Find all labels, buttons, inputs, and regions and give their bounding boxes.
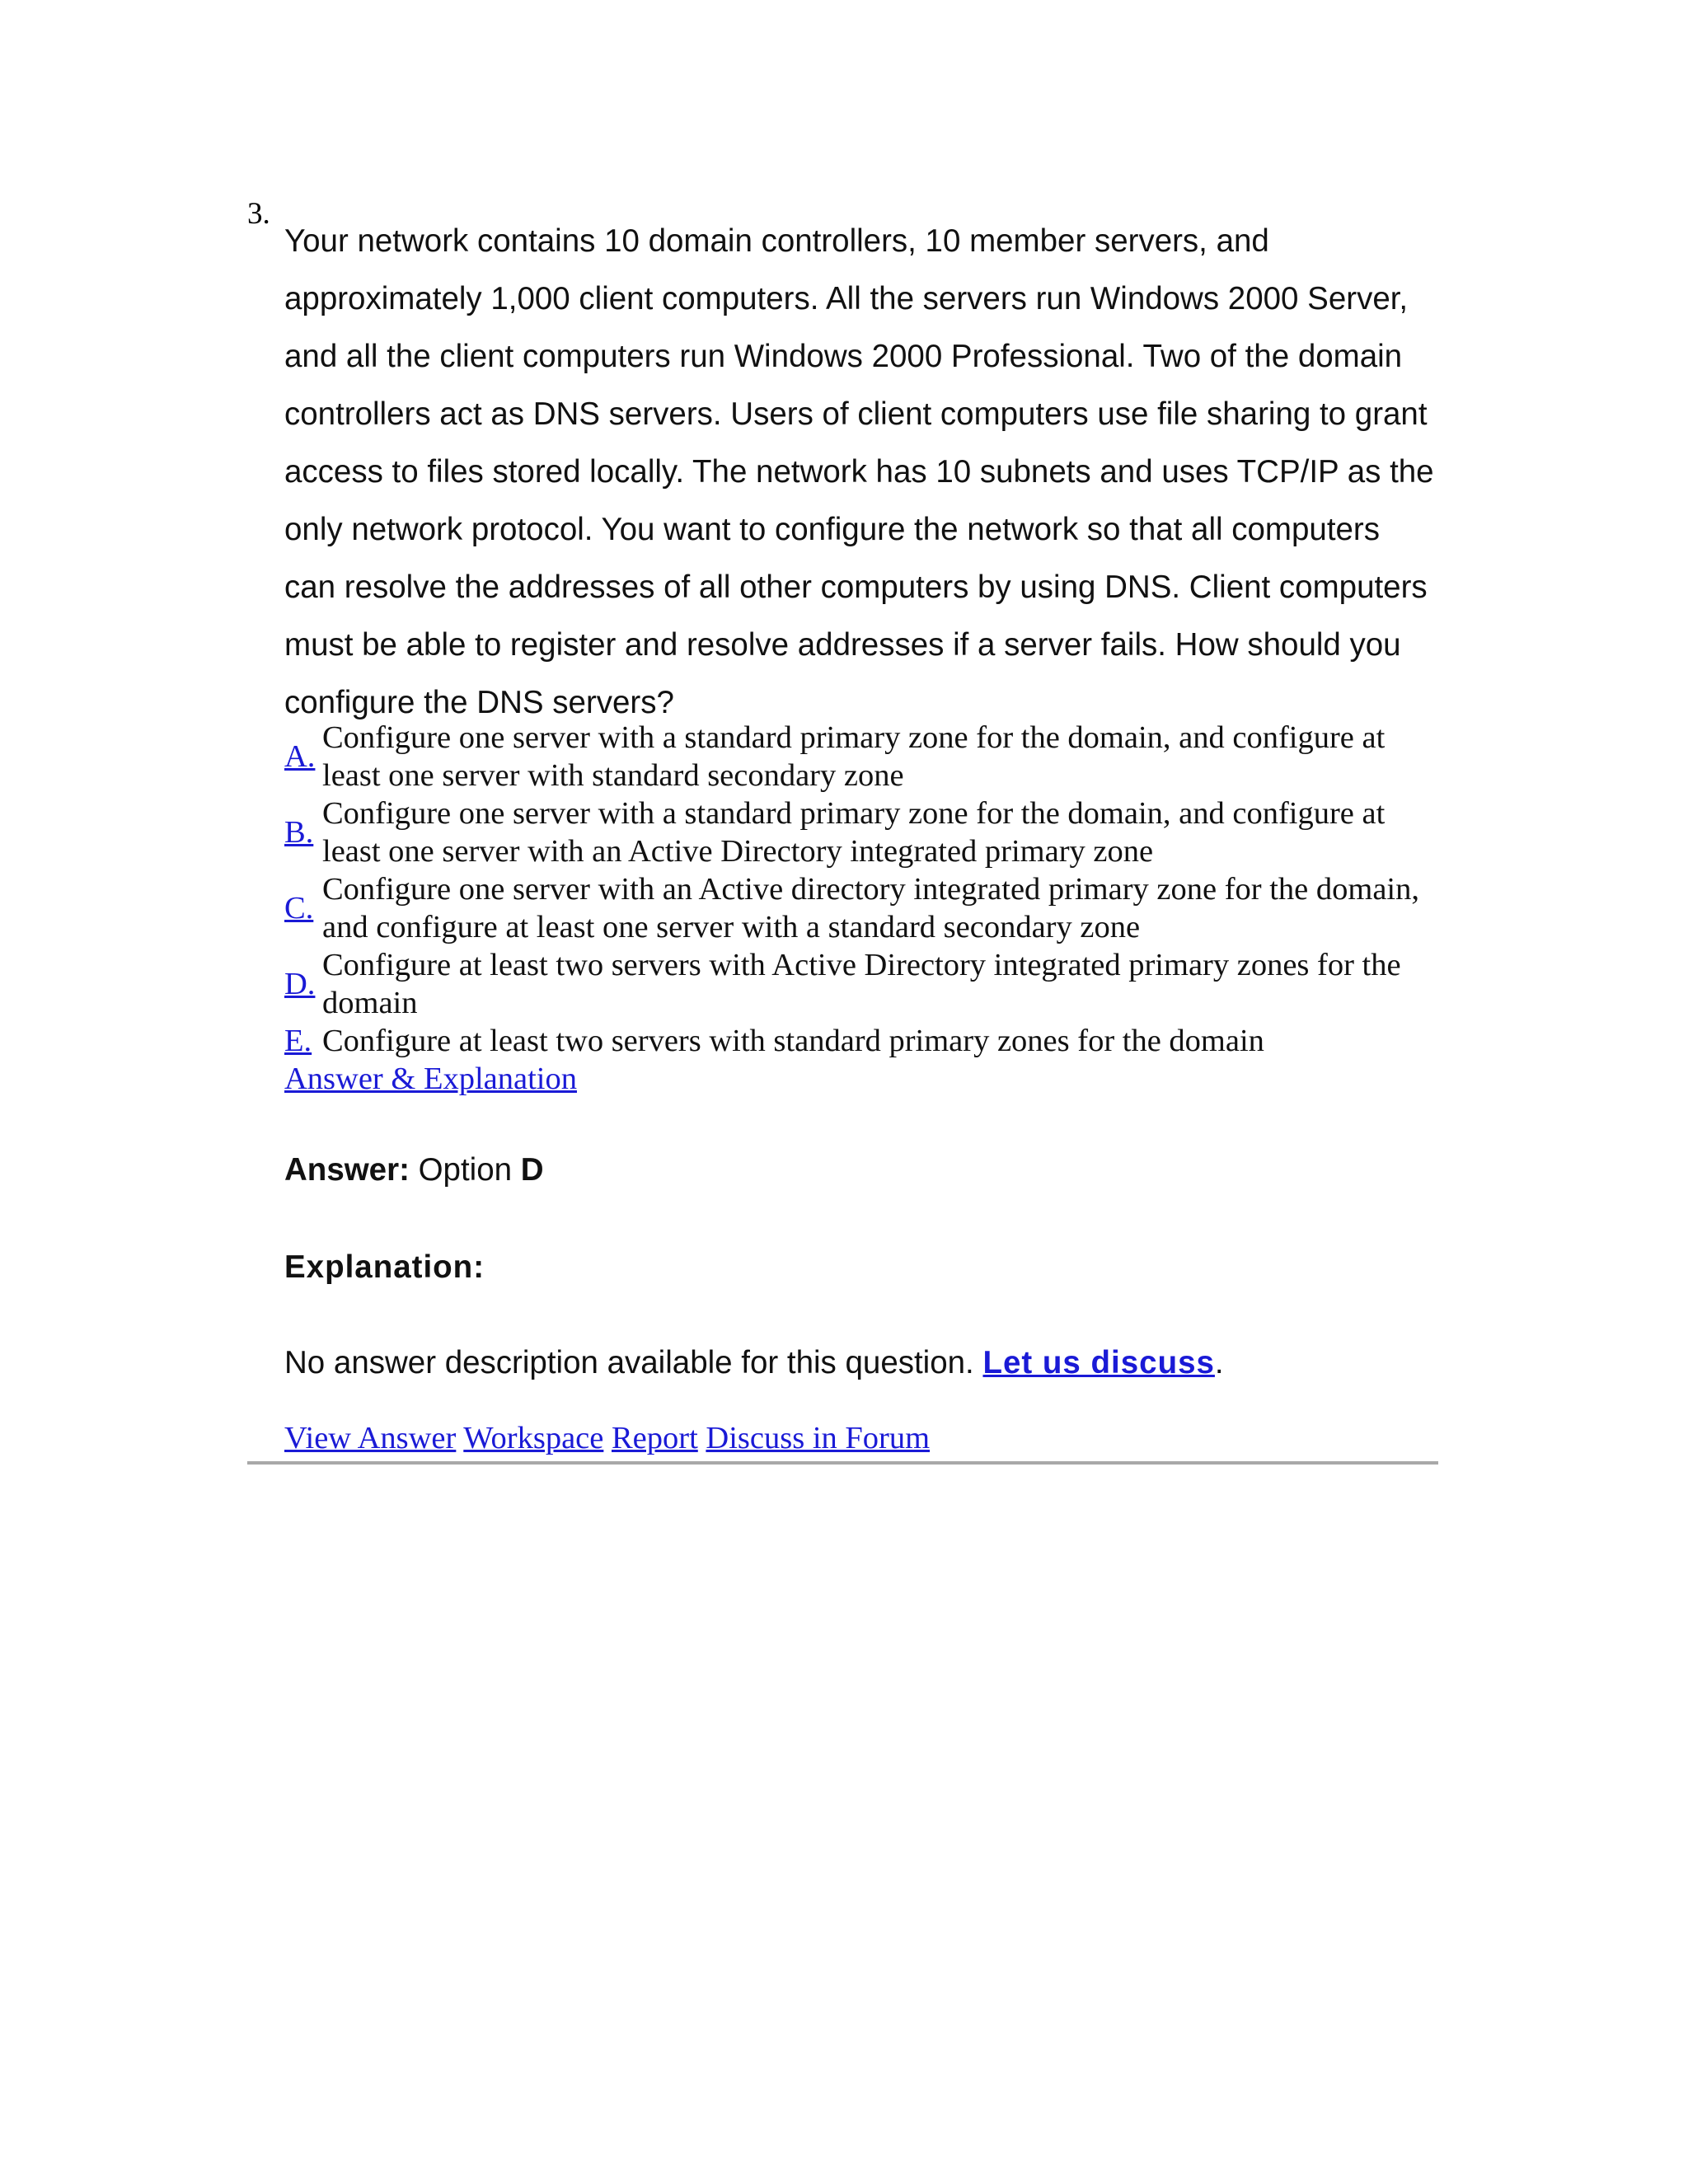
answer-line <box>284 1152 544 1188</box>
option-e-link[interactable]: E. <box>284 1024 312 1058</box>
view-answer-link[interactable]: View Answer <box>284 1421 457 1455</box>
option-a-link[interactable]: A. <box>284 739 316 774</box>
workspace-link[interactable]: Workspace <box>463 1421 604 1455</box>
options-list <box>284 719 1438 1098</box>
option-c-text: Configure one server with an Active directory integrated primary zone for the domain, and configure at least one server with a standard secondary zone <box>322 872 1419 944</box>
answer-value: D <box>520 1152 544 1188</box>
option-b-link[interactable]: B. <box>284 815 314 850</box>
option-b[interactable] <box>284 794 1438 870</box>
answer-label: Answer: <box>284 1152 410 1188</box>
option-d[interactable] <box>284 946 1438 1022</box>
option-b-text: Configure one server with a standard primary zone for the domain, and configure at least one server with an Active Directory integrated primary zone <box>322 796 1386 869</box>
explanation-text: No answer description available for this question. <box>284 1345 974 1380</box>
answer-prefix: Option <box>418 1152 513 1188</box>
option-e-text: Configure at least two servers with standard primary zones for the domain <box>322 1024 1264 1058</box>
explanation-text-line <box>284 1345 1224 1381</box>
option-c-link[interactable]: C. <box>284 891 314 926</box>
option-d-text: Configure at least two servers with Active Directory integrated primary zones for the domain <box>322 948 1401 1020</box>
explanation-suffix: . <box>1214 1345 1224 1380</box>
report-link[interactable]: Report <box>611 1421 698 1455</box>
option-e[interactable] <box>284 1022 1438 1060</box>
question-number: 3. <box>247 197 270 231</box>
option-d-link[interactable]: D. <box>284 967 316 1001</box>
option-c[interactable] <box>284 870 1438 946</box>
option-a[interactable] <box>284 719 1438 794</box>
let-us-discuss-link[interactable]: Let us discuss <box>982 1345 1215 1380</box>
option-a-text: Configure one server with a standard primary zone for the domain, and configure at least one server with standard secondary zone <box>322 720 1386 793</box>
answer-explanation-link[interactable]: Answer & Explanation <box>284 1062 577 1096</box>
explanation-label: Explanation: <box>284 1249 485 1285</box>
footer-links <box>284 1420 930 1456</box>
discuss-in-forum-link[interactable]: Discuss in Forum <box>706 1421 931 1455</box>
question-text: Your network contains 10 domain controllers, 10 member servers, and approximately 1,000 client computers. All the servers run Windows 2000 Server, and all the client computers run Windows 2000 Professional. Two of the domain controllers act as DNS servers. Users of client computers use file sharing to grant access to files stored locally. The network has 10 subnets and uses TCP/IP as the only network protocol. You want to configure the network so that all computers can resolve the addresses of all other computers by using DNS. Client computers must be able to register and resolve addresses if a server fails. How should you configure the DNS servers? <box>284 223 1434 720</box>
bottom-divider <box>247 1461 1438 1465</box>
